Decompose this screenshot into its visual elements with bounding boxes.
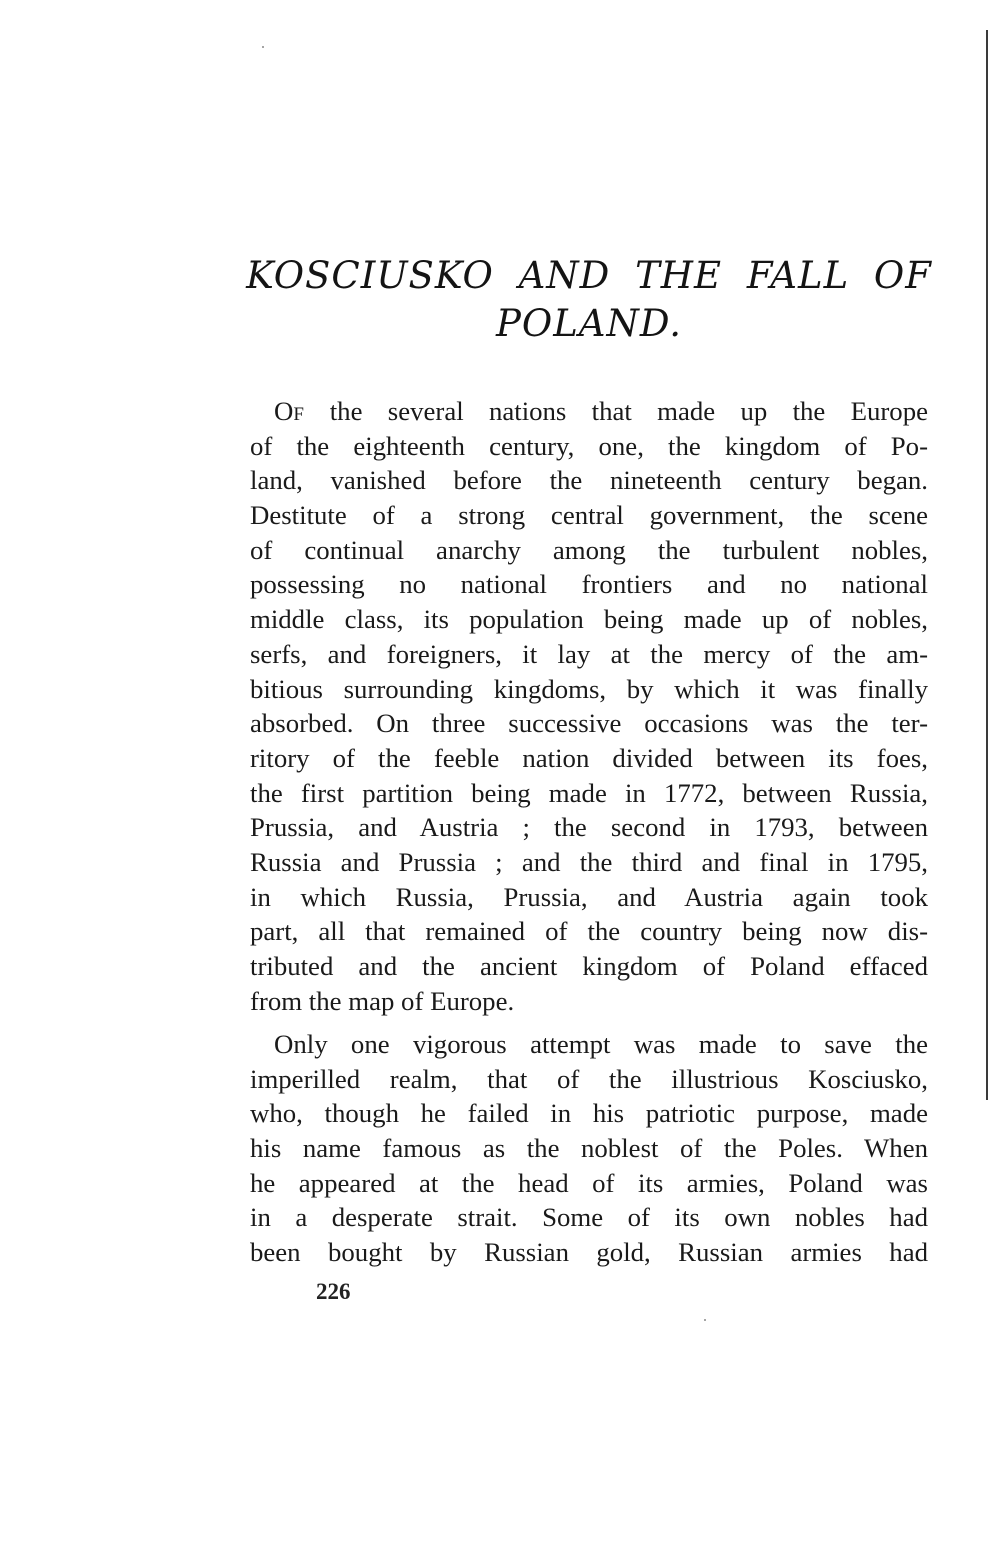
text-line: absorbed. On three successive occasions was the ter-: [250, 708, 928, 739]
text-line: possessing no national frontiers and no national: [250, 569, 928, 600]
text-line: in which Russia, Prussia, and Austria again took: [250, 881, 928, 912]
page-edge-rule: [986, 30, 988, 1100]
text-line: who, though he failed in his patriotic purpose, made: [250, 1098, 928, 1129]
text-line: ritory of the feeble nation divided between its foes,: [250, 742, 928, 773]
dropcap: OF: [274, 396, 305, 426]
text-line: imperilled realm, that of the illustrious Kosciusko,: [250, 1063, 928, 1094]
text-line: bitious surrounding kingdoms, by which it was finally: [250, 673, 928, 704]
text-line: Prussia, and Austria ; the second in 1793, between: [250, 812, 928, 843]
text-line: in a desperate strait. Some of its own nobles had: [250, 1202, 928, 1233]
text-line: of the eighteenth century, one, the kingdom of Po-: [250, 430, 928, 461]
text-line: part, all that remained of the country being now dis-: [250, 916, 928, 947]
page-number: 226: [316, 1279, 351, 1304]
chapter-title: KOSCIUSKO AND THE FALL OF POLAND.: [246, 254, 932, 345]
paragraph-2: [250, 1027, 928, 1270]
text-line: Russia and Prussia ; and the third and final in 1795,: [250, 846, 928, 877]
text-line: the first partition being made in 1772, between Russia,: [250, 777, 928, 808]
text-line: OF the several nations that made up the Europe: [274, 396, 928, 426]
paper-speck: [704, 1319, 706, 1321]
text-line: from the map of Europe.: [250, 985, 515, 1016]
text-line: land, vanished before the nineteenth century began.: [250, 465, 928, 496]
text-line: been bought by Russian gold, Russian armies had: [250, 1237, 928, 1268]
text-line: he appeared at the head of its armies, Poland was: [250, 1167, 928, 1198]
text-line: Destitute of a strong central government, the scene: [250, 500, 928, 531]
text-line: Only one vigorous attempt was made to save the: [274, 1029, 928, 1059]
text-line: middle class, its population being made up of nobles,: [250, 604, 928, 635]
text-line: serfs, and foreigners, it lay at the mercy of the am-: [250, 638, 928, 669]
text-line: his name famous as the noblest of the Poles. When: [250, 1133, 928, 1164]
paragraph-1: [250, 394, 928, 1018]
paper-speck: [262, 46, 264, 48]
text-line: tributed and the ancient kingdom of Poland effaced: [250, 951, 928, 981]
text-line: of continual anarchy among the turbulent nobles,: [250, 534, 928, 565]
